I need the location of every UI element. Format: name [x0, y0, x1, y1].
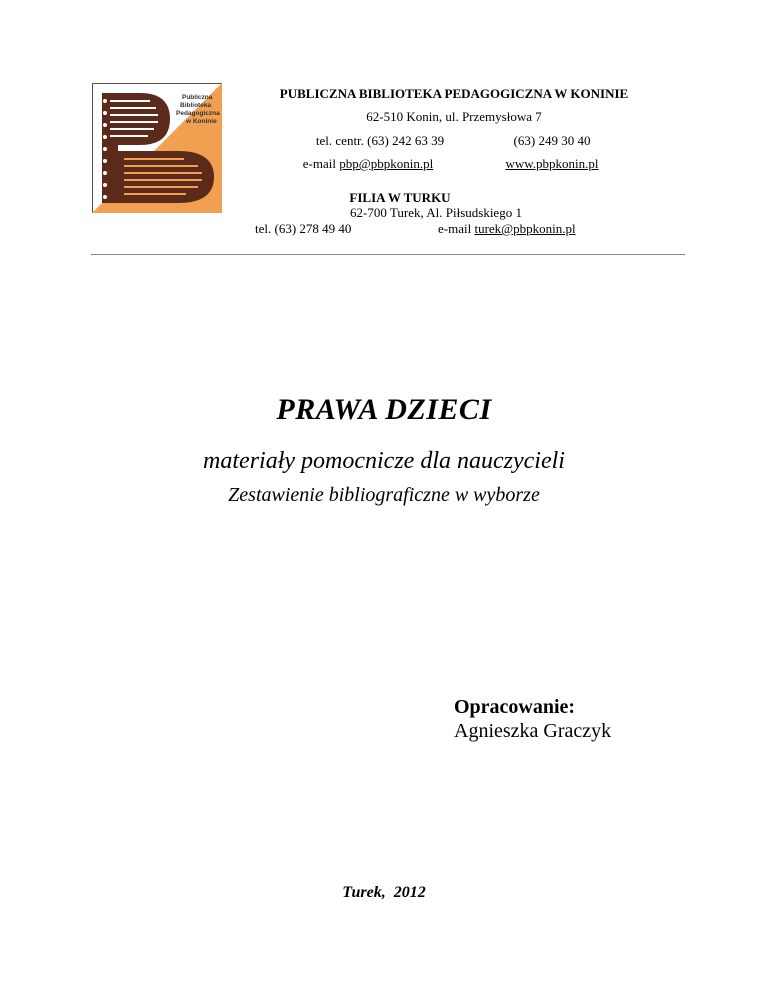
institution-address: 62-510 Konin, ul. Przemysłowa 7 — [366, 109, 542, 124]
author-name: Agnieszka Graczyk — [454, 720, 612, 742]
branch-address: 62-700 Turek, Al. Piłsudskiego 1 — [350, 205, 522, 220]
phone-central: tel. centr. (63) 242 63 39 — [315, 133, 445, 148]
branch-email-line — [438, 221, 576, 237]
logo-line-4: w Koninie — [186, 118, 217, 125]
phone-other: (63) 249 30 40 — [513, 133, 591, 148]
header-divider — [91, 254, 685, 255]
branch-phone: tel. (63) 278 49 40 — [255, 221, 352, 236]
logo-line-3: Pedagogiczna — [176, 110, 220, 117]
author-label: Opracowanie: — [454, 696, 576, 718]
document-title: PRAWA DZIECI — [276, 393, 492, 426]
branch-email-link[interactable]: turek@pbpkonin.pl — [474, 221, 576, 236]
website-link[interactable]: www.pbpkonin.pl — [505, 156, 599, 171]
email-label: e-mail — [302, 156, 340, 171]
document-subtitle-2: Zestawienie bibliograficzne w wyborze — [228, 484, 540, 506]
logo-line-1: Publiczna — [182, 94, 213, 101]
logo-line-2: Biblioteka — [180, 102, 212, 109]
email-link[interactable]: pbp@pbpkonin.pl — [339, 156, 434, 171]
email-line — [303, 156, 433, 172]
place-and-year: Turek, 2012 — [342, 884, 426, 901]
library-logo — [92, 83, 222, 213]
institution-name: PUBLICZNA BIBLIOTEKA PEDAGOGICZNA W KONINIE — [279, 86, 629, 101]
document-subtitle: materiały pomocnicze dla nauczycieli — [203, 448, 565, 474]
branch-title: FILIA W TURKU — [349, 190, 451, 205]
branch-email-label: e-mail — [438, 221, 475, 236]
